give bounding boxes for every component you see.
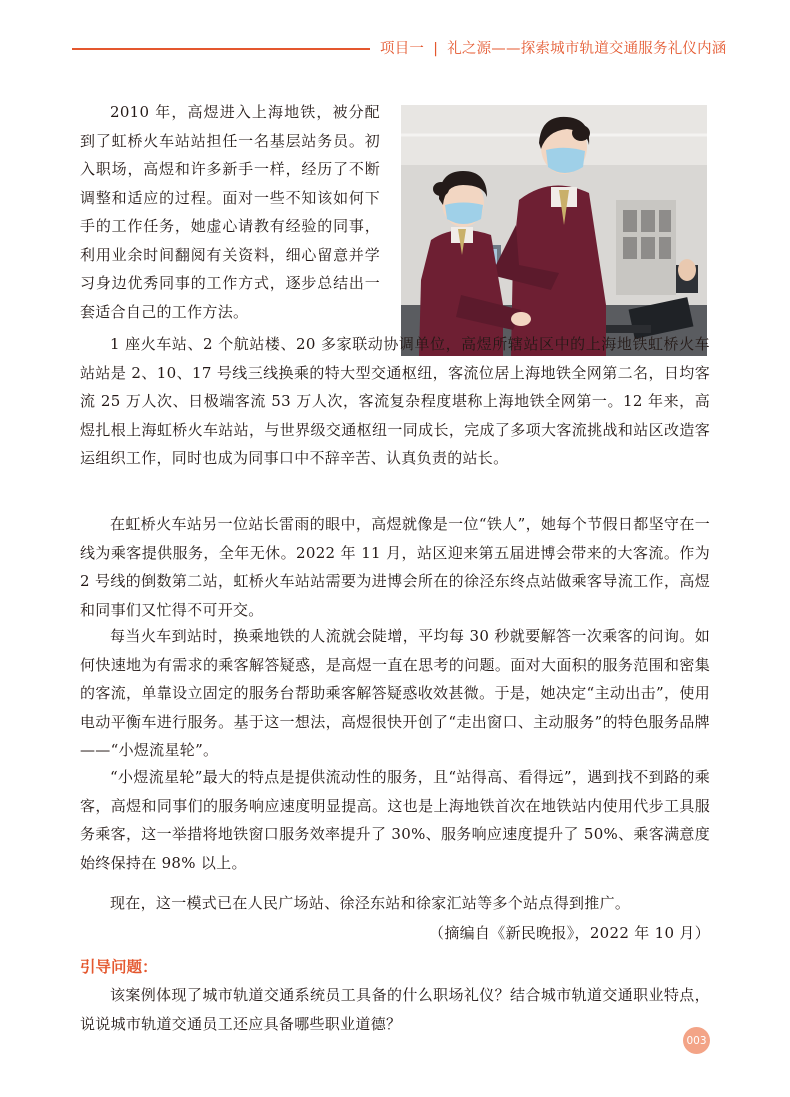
paragraph-1: 2010 年，高煜进入上海地铁，被分配到了虹桥火车站站担任一名基层站务员。初入职场，高煜和许多新手一样，经历了不断调整和适应的过程。面对一些不知该如何下手的工作任务，她虚心请教有经验的同事，利用业余时间翻阅有关资料，细心留意并学习身边优秀同事的工作方式，逐步总结出一套适合自己的工作方法。 (80, 103, 380, 321)
paragraph-5: “小煜流星轮”最大的特点是提供流动性的服务，且“站得高、看得远”，遇到找不到路的乘客，高煜和同事们的服务响应速度明显提高。这也是上海地铁首次在地铁站内使用代步工具服务乘客，这一举措将地铁窗口服务效率提升了 30%、服务响应速度提升了 50%、乘客满意度始终保持在 98% 以上。 (80, 768, 710, 872)
chapter-title: 礼之源——探索城市轨道交通服务礼仪内涵 (447, 41, 727, 57)
header-rule (72, 48, 370, 50)
paragraph-3: 在虹桥火车站另一位站长雷雨的眼中，高煜就像是一位“铁人”，她每个节假日都坚守在一线为乘客提供服务，全年无休。2022 年 11 月，站区迎来第五届进博会带来的大客流。作为 2 号线的倒数第二站，虹桥火车站站需要为进博会所在的徐泾东终点站做乘客导流工作，高煜和同事们又忙得不可开交。 (80, 515, 710, 619)
guide-question-text: 该案例体现了城市轨道交通系统员工具备的什么职场礼仪？结合城市轨道交通职业特点，说说城市轨道交通员工还应具备哪些职业道德？ (80, 986, 710, 1033)
running-header (380, 37, 727, 58)
paragraph-6: 现在，这一模式已在人民广场站、徐泾东站和徐家汇站等多个站点得到推广。 (110, 894, 631, 912)
header-separator: | (433, 41, 439, 57)
station-staff-photo (401, 105, 707, 356)
paragraph-2: 1 座火车站、2 个航站楼、20 多家联动协调单位，高煜所辖站区中的上海地铁虹桥火车站站是 2、10、17 号线三线换乘的特大型交通枢纽，客流位居上海地铁全网第二名，日均客流 25 万人次、日极端客流 53 万人次，客流复杂程度堪称上海地铁全网第一。12 年来，高煜扎根上海虹桥火车站站，与世界级交通枢纽一同成长，完成了多项大客流挑战和站区改造客运组织工作，同时也成为同事口中不辞辛苦、认真负责的站长。 (80, 335, 710, 467)
photo-illustration (401, 105, 707, 356)
paragraph-4: 每当火车到站时，换乘地铁的人流就会陡增，平均每 30 秒就要解答一次乘客的问询。如何快速地为有需求的乘客解答疑惑，是高煜一直在思考的问题。面对大面积的服务范围和密集的客流，单靠设立固定的服务台帮助乘客解答疑惑收效甚微。于是，她决定“主动出击”，使用电动平衡车进行服务。基于这一想法，高煜很快开创了“走出窗口、主动服务”的特色服务品牌——“小煜流星轮”。 (80, 627, 710, 759)
chapter-label: 项目一 (380, 41, 425, 57)
page-number-badge: 003 (683, 1027, 710, 1054)
guide-question-heading: 引导问题： (80, 958, 158, 976)
source-citation: （摘编自《新民晚报》，2022 年 10 月） (429, 924, 710, 942)
